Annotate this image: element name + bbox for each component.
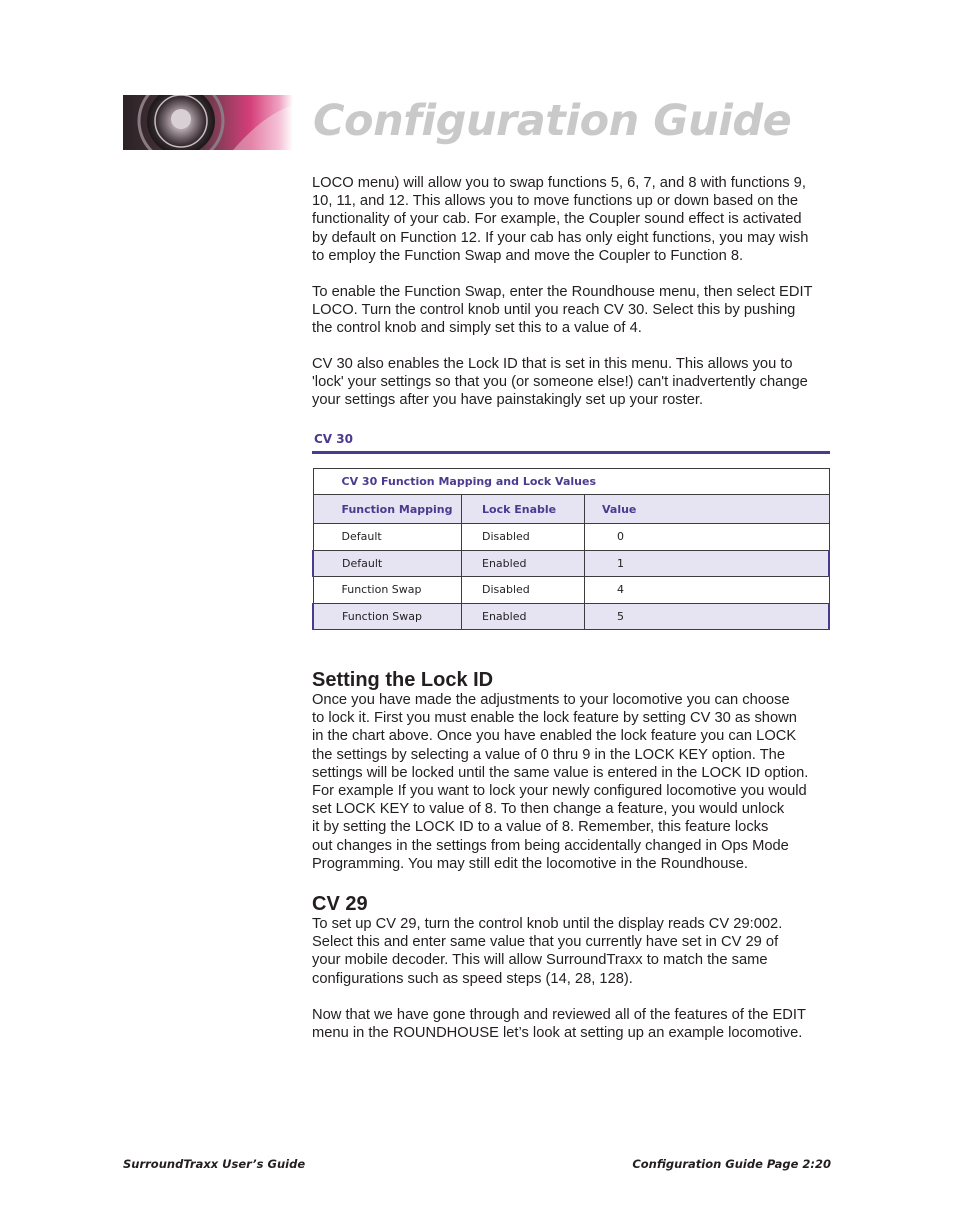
lock-id-paragraph: Once you have made the adjustments to your locomotive you can choose to lock it. First you must enable the lock feature by setting CV 30 as shown in the chart above. Once you have enabled the lock feature you can LOCK the settings by selecting a value of 0 thru 9 in the LOCK KEY option. The settings will be locked until the same value is entered in the LOCK ID option. For example If you want to lock your newly configured locomotive you would set LOCK KEY to value of 8. To then change a feature, you would unlock it by setting the LOCK ID to a value of 8. Remember, this feature locks out changes in the settings from being accidentally changed in Ops Mode Programming. You may still edit the locomotive in the Roundhouse. [312, 692, 809, 872]
table-row [313, 524, 829, 551]
table-header-row [313, 495, 829, 524]
cell-function-mapping: Default [313, 550, 462, 577]
cv30-section-label: CV 30 [314, 432, 353, 446]
cv29-heading: CV 29 [312, 893, 368, 915]
table-row [313, 577, 829, 604]
table-caption-row [313, 469, 829, 495]
cell-lock-enable: Disabled [462, 577, 585, 604]
footer-guide-title: SurroundTraxx User’s Guide [123, 1157, 306, 1171]
cell-function-mapping: Function Swap [313, 603, 462, 630]
cv29-paragraph-1: To set up CV 29, turn the control knob until the display reads CV 29:002. Select this and enter same value that you currently have set in CV 29 of your mobile decoder. This will allow SurroundTraxx to match the same configurations such as speed steps (14, 28, 128). [312, 916, 783, 987]
cell-value: 5 [585, 603, 830, 630]
speaker-banner-icon [123, 95, 293, 150]
cv29-paragraph-2: Now that we have gone through and reviewed all of the features of the EDIT menu in the ROUNDHOUSE let’s look at setting up an example locomotive. [312, 1007, 806, 1042]
footer-page-number: Configuration Guide Page 2:20 [632, 1157, 831, 1171]
section-divider [312, 451, 830, 454]
cv30-table [312, 468, 830, 630]
cell-function-mapping: Function Swap [313, 577, 462, 604]
cell-value: 0 [585, 524, 830, 551]
header-function-mapping: Function Mapping [313, 495, 462, 524]
cell-value: 1 [585, 550, 830, 577]
header-lock-enable: Lock Enable [462, 495, 585, 524]
table-row [313, 603, 829, 630]
intro-paragraph-2: To enable the Function Swap, enter the Roundhouse menu, then select EDIT LOCO. Turn the control knob until you reach CV 30. Select this by pushing the control knob and simply set this to a value of 4. [312, 284, 813, 337]
table-row [313, 550, 829, 577]
lock-id-heading: Setting the Lock ID [312, 669, 494, 691]
cell-value: 4 [585, 577, 830, 604]
header-value: Value [585, 495, 830, 524]
cell-lock-enable: Enabled [462, 550, 585, 577]
intro-paragraph-1: LOCO menu) will allow you to swap functions 5, 6, 7, and 8 with functions 9, 10, 11, and 12. This allows you to move functions up or down based on the functionality of your cab. For example, the Coupler sound effect is activated by default on Function 12. If your cab has only eight functions, you may wish to employ the Function Swap and move the Coupler to Function 8. [312, 175, 809, 264]
page-title: Configuration Guide [313, 96, 792, 146]
table-caption: CV 30 Function Mapping and Lock Values [313, 469, 829, 495]
cell-lock-enable: Disabled [462, 524, 585, 551]
cell-lock-enable: Enabled [462, 603, 585, 630]
cell-function-mapping: Default [313, 524, 462, 551]
intro-paragraph-3: CV 30 also enables the Lock ID that is set in this menu. This allows you to 'lock' your settings so that you (or someone else!) can't inadvertently change your settings after you have painstakingly set up your roster. [312, 356, 808, 409]
